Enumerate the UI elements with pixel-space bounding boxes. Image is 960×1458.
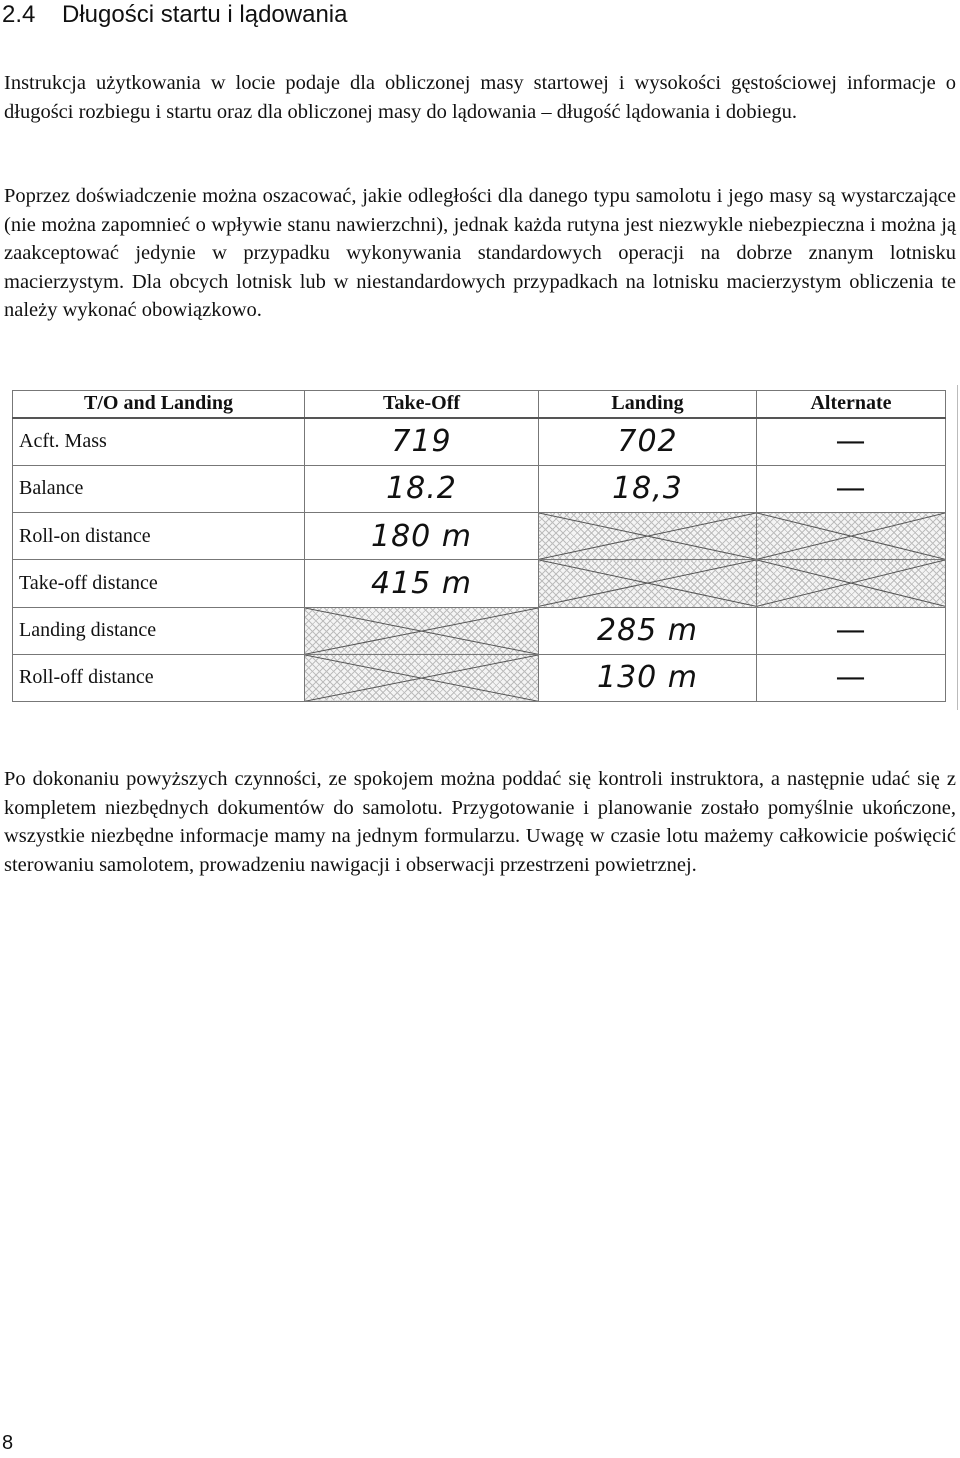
takeoff-landing-table <box>12 390 946 702</box>
crossed-out-cell <box>539 560 757 607</box>
row-label: Landing distance <box>13 607 305 654</box>
landing-value: 130 m <box>539 654 757 701</box>
table-row <box>13 513 946 560</box>
takeoff-value: 415 m <box>305 560 539 607</box>
takeoff-value: 18.2 <box>305 465 539 512</box>
table-row <box>13 465 946 512</box>
header-takeoff: Take-Off <box>305 391 539 418</box>
after-paragraph: Po dokonaniu powyższych czynności, ze spokojem można poddać się kontroli instruktora, a następnie udać się z kompletem niezbędnych dokumentów do samolotu. Przygotowanie i planowanie zostało pomyślnie ukończone, wszystkie niezbędne informacje mamy na jednym formularzu. Uwagę w czasie lotu mażemy całkowicie poświęcić sterowaniu samolotem, prowadzeniu nawigacji i obserwacji przestrzeni powietrznej. <box>4 768 956 876</box>
table-row <box>13 560 946 607</box>
row-label: Roll-on distance <box>13 513 305 560</box>
alternate-value: — <box>757 418 946 466</box>
table-header-row <box>13 391 946 418</box>
landing-value: 18,3 <box>539 465 757 512</box>
table-row <box>13 607 946 654</box>
crossed-out-cell <box>305 654 539 701</box>
row-label: Acft. Mass <box>13 418 305 466</box>
alternate-value: — <box>757 607 946 654</box>
page-number: 8 <box>2 1432 14 1454</box>
section-number: 2.4 <box>2 1 36 28</box>
row-label: Roll-off distance <box>13 654 305 701</box>
crossed-out-cell <box>757 513 946 560</box>
section-title: Długości startu i lądowania <box>62 1 348 28</box>
landing-value: 285 m <box>539 607 757 654</box>
takeoff-value: 719 <box>305 418 539 466</box>
section-heading <box>2 0 347 30</box>
crossed-out-cell <box>305 607 539 654</box>
experience-paragraph: Poprzez doświadczenie można oszacować, jakie odległości dla danego typu samolotu i jego masy są wystarczające (nie można zapomnieć o wpływie stanu nawierzchni), jednak każda rutyna jest niezwykle niebezpieczna i można ją zaakceptować jedynie w przypadku wykonywania standardowych operacji na dobrze znanym lotnisku macierzystym. Dla obcych lotnisk lub w niestandardowych przypadkach na lotnisku macierzystym obliczenia te należy wykonać obowiązkowo. <box>4 185 956 321</box>
header-alternate: Alternate <box>757 391 946 418</box>
row-label: Take-off distance <box>13 560 305 607</box>
table-row <box>13 418 946 466</box>
intro-paragraph: Instrukcja użytkowania w locie podaje dla obliczonej masy startowej i wysokości gęstościowej informacje o długości rozbiegu i startu oraz dla obliczonej masy do lądowania – długość lądowania i dobiegu. <box>4 72 956 123</box>
alternate-value: — <box>757 465 946 512</box>
alternate-value: — <box>757 654 946 701</box>
takeoff-value: 180 m <box>305 513 539 560</box>
scanned-form <box>8 385 958 710</box>
header-landing: Landing <box>539 391 757 418</box>
table-row <box>13 654 946 701</box>
crossed-out-cell <box>757 560 946 607</box>
crossed-out-cell <box>539 513 757 560</box>
header-to-landing: T/O and Landing <box>13 391 305 418</box>
landing-value: 702 <box>539 418 757 466</box>
row-label: Balance <box>13 465 305 512</box>
